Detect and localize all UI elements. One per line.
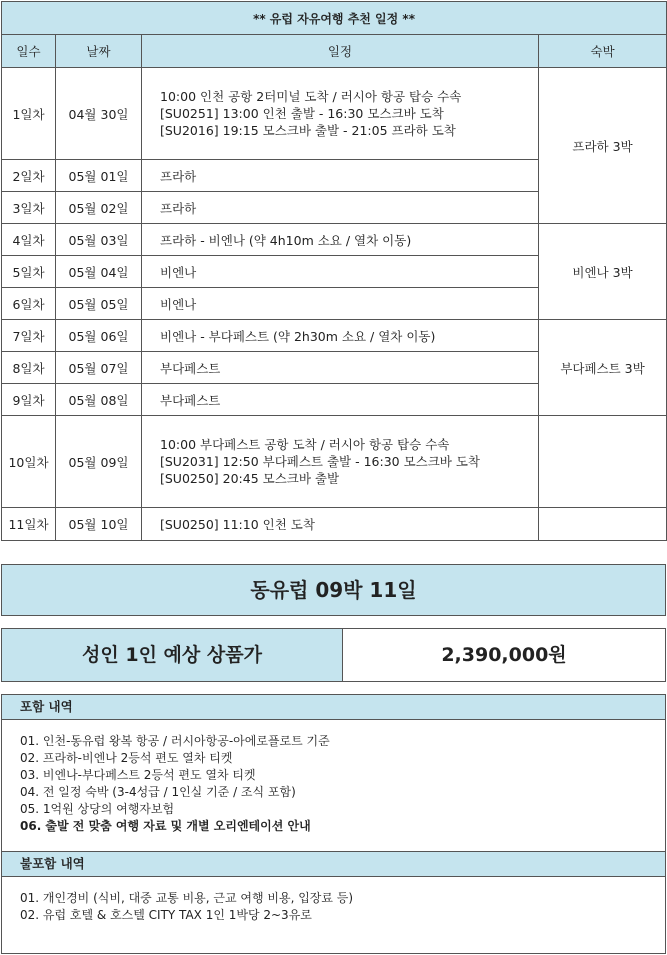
list-item: 04. 전 일정 숙박 (3-4성급 / 1인실 기준 / 조식 포함) bbox=[20, 785, 296, 799]
price-label: 성인 1인 예상 상품가 bbox=[2, 629, 343, 681]
date-cell: 05월 09일 bbox=[56, 416, 142, 508]
plan-line: [SU0250] 20:45 모스크바 출발 bbox=[160, 471, 340, 486]
date-cell: 05월 01일 bbox=[56, 160, 142, 192]
table-row bbox=[2, 68, 667, 160]
plan-cell: 프라하 - 비엔나 (약 4h10m 소요 / 열차 이동) bbox=[142, 224, 539, 256]
plan-cell: 비엔나 bbox=[142, 288, 539, 320]
day-cell: 1일차 bbox=[2, 68, 56, 160]
included-title: 포함 내역 bbox=[2, 695, 665, 720]
header-date: 날짜 bbox=[56, 35, 142, 68]
date-cell: 05월 05일 bbox=[56, 288, 142, 320]
plan-cell: 비엔나 - 부다페스트 (약 2h30m 소요 / 열차 이동) bbox=[142, 320, 539, 352]
stay-cell-empty bbox=[539, 508, 667, 541]
plan-line: [SU2031] 12:50 부다페스트 출발 - 16:30 모스크바 도착 bbox=[160, 454, 480, 469]
list-item: 03. 비엔나-부다페스트 2등석 편도 열차 티켓 bbox=[20, 768, 256, 782]
day-cell: 10일차 bbox=[2, 416, 56, 508]
plan-cell: 부다페스트 bbox=[142, 352, 539, 384]
date-cell: 05월 03일 bbox=[56, 224, 142, 256]
list-item: 02. 프라하-비엔나 2등석 편도 열차 티켓 bbox=[20, 751, 233, 765]
day-cell: 8일차 bbox=[2, 352, 56, 384]
list-item: 01. 개인경비 (식비, 대중 교통 비용, 근교 여행 비용, 입장료 등) bbox=[20, 891, 354, 905]
day-cell: 5일차 bbox=[2, 256, 56, 288]
plan-cell: 비엔나 bbox=[142, 256, 539, 288]
plan-cell: 프라하 bbox=[142, 160, 539, 192]
date-cell: 05월 04일 bbox=[56, 256, 142, 288]
day-cell: 2일차 bbox=[2, 160, 56, 192]
plan-cell: [SU0250] 11:10 인천 도착 bbox=[142, 508, 539, 541]
day-cell: 7일차 bbox=[2, 320, 56, 352]
plan-line: 10:00 부다페스트 공항 도착 / 러시아 항공 탑승 수속 bbox=[160, 437, 450, 452]
plan-line: [SU2016] 19:15 모스크바 출발 - 21:05 프라하 도착 bbox=[160, 123, 456, 138]
included-box bbox=[1, 694, 666, 852]
day-cell: 3일차 bbox=[2, 192, 56, 224]
day-cell: 9일차 bbox=[2, 384, 56, 416]
stay-cell-budapest: 부다페스트 3박 bbox=[539, 320, 667, 416]
header-stay: 숙박 bbox=[539, 35, 667, 68]
plan-line: [SU0251] 13:00 인천 출발 - 16:30 모스크바 도착 bbox=[160, 106, 444, 121]
stay-cell-empty bbox=[539, 416, 667, 508]
stay-cell-vienna: 비엔나 3박 bbox=[539, 224, 667, 320]
trip-duration-banner: 동유럽 09박 11일 bbox=[1, 564, 666, 616]
day-cell: 11일차 bbox=[2, 508, 56, 541]
list-item: 06. 출발 전 맞춤 여행 자료 및 개별 오리엔테이션 안내 bbox=[20, 819, 311, 833]
plan-cell: 프라하 bbox=[142, 192, 539, 224]
plan-cell bbox=[142, 68, 539, 160]
plan-cell: 부다페스트 bbox=[142, 384, 539, 416]
excluded-list bbox=[2, 877, 665, 924]
table-row bbox=[2, 320, 667, 352]
plan-line: 10:00 인천 공항 2터미널 도착 / 러시아 항공 탑승 수속 bbox=[160, 89, 462, 104]
stay-cell-prague: 프라하 3박 bbox=[539, 68, 667, 224]
table-row bbox=[2, 224, 667, 256]
date-cell: 05월 10일 bbox=[56, 508, 142, 541]
date-cell: 05월 06일 bbox=[56, 320, 142, 352]
itinerary-table bbox=[1, 1, 667, 541]
table-row bbox=[2, 508, 667, 541]
day-cell: 6일차 bbox=[2, 288, 56, 320]
date-cell: 05월 07일 bbox=[56, 352, 142, 384]
list-item: 02. 유럽 호텔 & 호스텔 CITY TAX 1인 1박당 2~3유로 bbox=[20, 908, 312, 922]
price-box bbox=[1, 628, 666, 682]
table-row bbox=[2, 416, 667, 508]
date-cell: 04월 30일 bbox=[56, 68, 142, 160]
list-item: 05. 1억원 상당의 여행자보험 bbox=[20, 802, 175, 816]
excluded-title: 불포함 내역 bbox=[2, 852, 665, 877]
price-value: 2,390,000원 bbox=[441, 644, 567, 666]
day-cell: 4일차 bbox=[2, 224, 56, 256]
header-day: 일수 bbox=[2, 35, 56, 68]
excluded-box bbox=[1, 851, 666, 954]
list-item: 01. 인천-동유럽 왕복 항공 / 러시아항공-아에로플로트 기준 bbox=[20, 734, 330, 748]
date-cell: 05월 08일 bbox=[56, 384, 142, 416]
header-plan: 일정 bbox=[142, 35, 539, 68]
plan-cell bbox=[142, 416, 539, 508]
date-cell: 05월 02일 bbox=[56, 192, 142, 224]
included-list bbox=[2, 720, 665, 835]
itinerary-title: ** 유럽 자유여행 추천 일정 ** bbox=[2, 2, 667, 35]
